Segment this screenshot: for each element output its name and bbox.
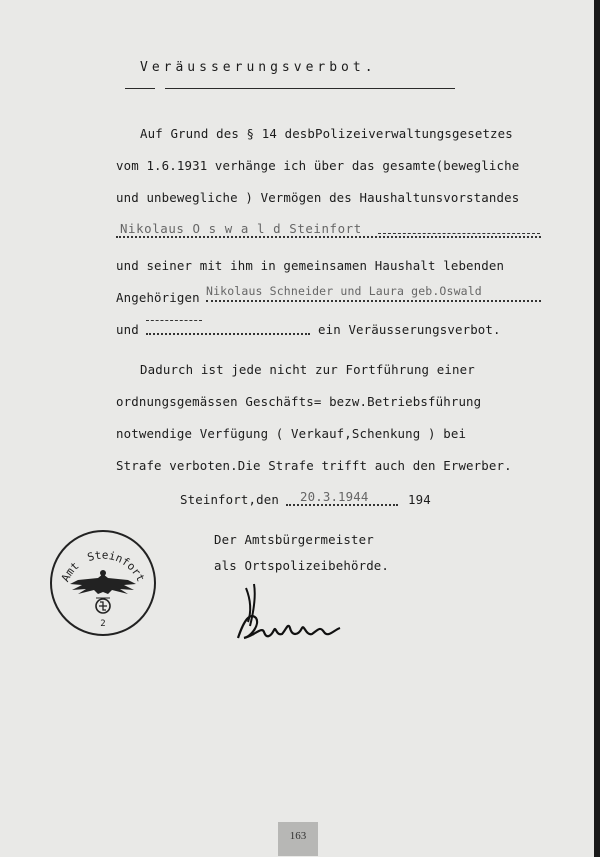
title-underline-left	[125, 88, 155, 89]
paragraph-1-line-2: vom 1.6.1931 verhänge ich über das gesamte(bewegliche	[116, 158, 520, 173]
owner-name-fill-line	[378, 233, 540, 234]
date-value: 20.3.1944	[300, 489, 369, 504]
stamp-line-1: Amt	[58, 559, 82, 584]
document-title: Veräusserungsverbot.	[140, 60, 377, 75]
handwritten-signature	[228, 580, 358, 650]
paragraph-1-line-3: und unbewegliche ) Vermögen des Haushaltunsvorstandes	[116, 190, 520, 205]
relatives-label: Angehörigen	[116, 290, 200, 305]
page-number: 163	[289, 830, 307, 842]
title-underline	[165, 88, 455, 89]
page-edge	[594, 0, 600, 857]
und-dotted-line	[146, 333, 310, 335]
ban-text: ein Veräusserungsverbot.	[318, 322, 501, 337]
paragraph-2-line-3: notwendige Verfügung ( Verkauf,Schenkung ) bei	[116, 426, 467, 441]
date-dotted-line	[286, 504, 398, 506]
und-dash-line	[146, 320, 202, 321]
relatives-dotted-line	[206, 300, 541, 302]
official-stamp	[48, 528, 158, 638]
stamp-line-2: Steinfort	[85, 548, 148, 584]
year-prefix: 194	[408, 492, 431, 507]
owner-name: Nikolaus O s w a l d Steinfort	[120, 221, 362, 236]
authority-line-2: als Ortspolizeibehörde.	[214, 558, 390, 573]
owner-name-dotted-line	[116, 236, 541, 238]
authority-line-1: Der Amtsbürgermeister	[214, 532, 374, 547]
place-label: Steinfort,den	[180, 492, 279, 507]
paragraph-2-line-1: Dadurch ist jede nicht zur Fortführung einer	[140, 362, 475, 377]
stamp-number: 2	[100, 619, 106, 629]
und-label: und	[116, 322, 139, 337]
paragraph-2-line-4: Strafe verboten.Die Strafe trifft auch den Erwerber.	[116, 458, 512, 473]
eagle-emblem-icon	[70, 570, 136, 613]
relatives-names: Nikolaus Schneider und Laura geb.Oswald	[206, 284, 482, 298]
paragraph-2-line-2: ordnungsgemässen Geschäfts= bezw.Betriebsführung	[116, 394, 482, 409]
paragraph-1-line-1: Auf Grund des § 14 desbPolizeiverwaltungsgesetzes	[140, 126, 513, 141]
household-line: und seiner mit ihm in gemeinsamen Haushalt lebenden	[116, 258, 505, 273]
